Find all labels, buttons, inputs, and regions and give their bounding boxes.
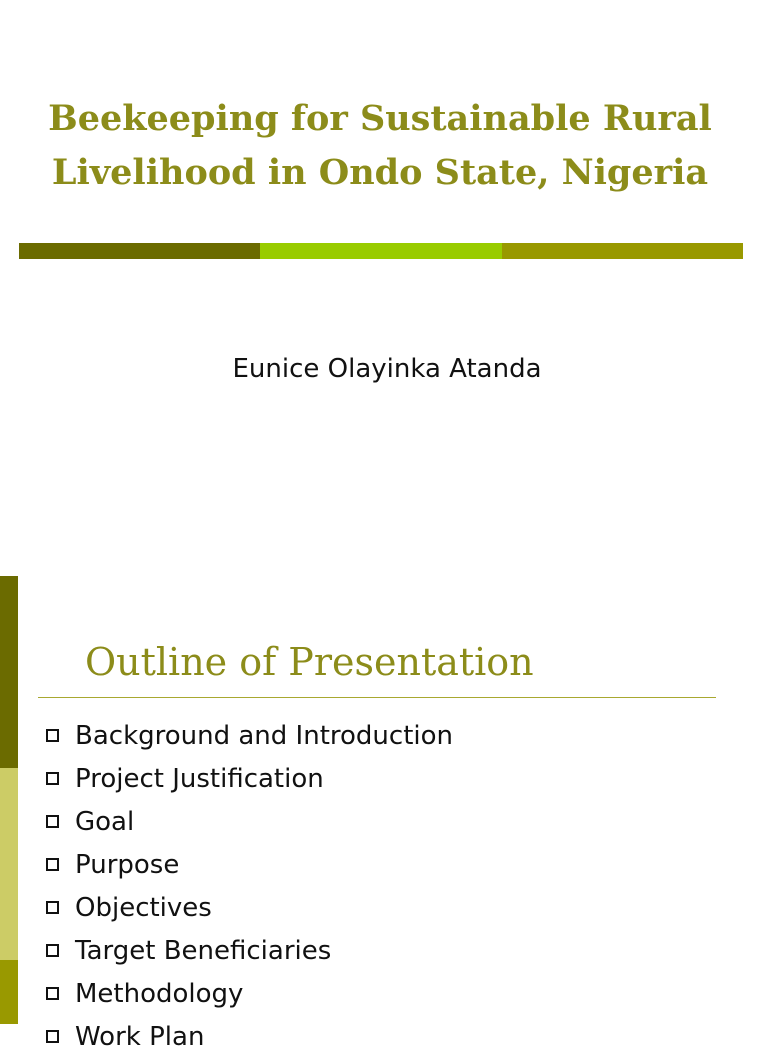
list-item (46, 886, 453, 929)
title-divider (38, 697, 716, 698)
list-item-label: Goal (75, 806, 135, 837)
list-item-label: Purpose (75, 849, 180, 880)
list-item-label: Objectives (75, 892, 212, 923)
outline-title: Outline of Presentation (85, 640, 534, 684)
list-item-label: Target Beneficiaries (75, 935, 332, 966)
hollow-square-icon (46, 815, 59, 828)
hollow-square-icon (46, 858, 59, 871)
list-item (46, 1015, 453, 1058)
side-segment-1 (0, 576, 18, 768)
side-color-strip (0, 576, 18, 1024)
list-item-label: Methodology (75, 978, 244, 1009)
list-item (46, 972, 453, 1015)
stripe-segment-3 (502, 243, 743, 259)
slide-title (40, 92, 720, 200)
list-item-label: Project Justification (75, 763, 324, 794)
hollow-square-icon (46, 944, 59, 957)
hollow-square-icon (46, 729, 59, 742)
list-item (46, 843, 453, 886)
author-name: Eunice Olayinka Atanda (232, 354, 542, 384)
slide-title-line-2: Livelihood in Ondo State, Nigeria (51, 152, 709, 193)
side-segment-2 (0, 768, 18, 960)
list-item-label: Background and Introduction (75, 720, 454, 751)
hollow-square-icon (46, 1030, 59, 1043)
list-item (46, 929, 453, 972)
hollow-square-icon (46, 901, 59, 914)
list-item (46, 757, 453, 800)
list-item-label: Work Plan (75, 1021, 205, 1052)
outline-slide (0, 576, 768, 1052)
stripe-segment-1 (19, 243, 260, 259)
decorative-stripe-bar (19, 243, 743, 259)
hollow-square-icon (46, 772, 59, 785)
hollow-square-icon (46, 987, 59, 1000)
slide-title-line-1: Beekeeping for Sustainable Rural (48, 98, 712, 139)
stripe-segment-2 (260, 243, 501, 259)
side-segment-3 (0, 960, 18, 1024)
outline-list (46, 714, 453, 1058)
list-item (46, 714, 453, 757)
list-item (46, 800, 453, 843)
